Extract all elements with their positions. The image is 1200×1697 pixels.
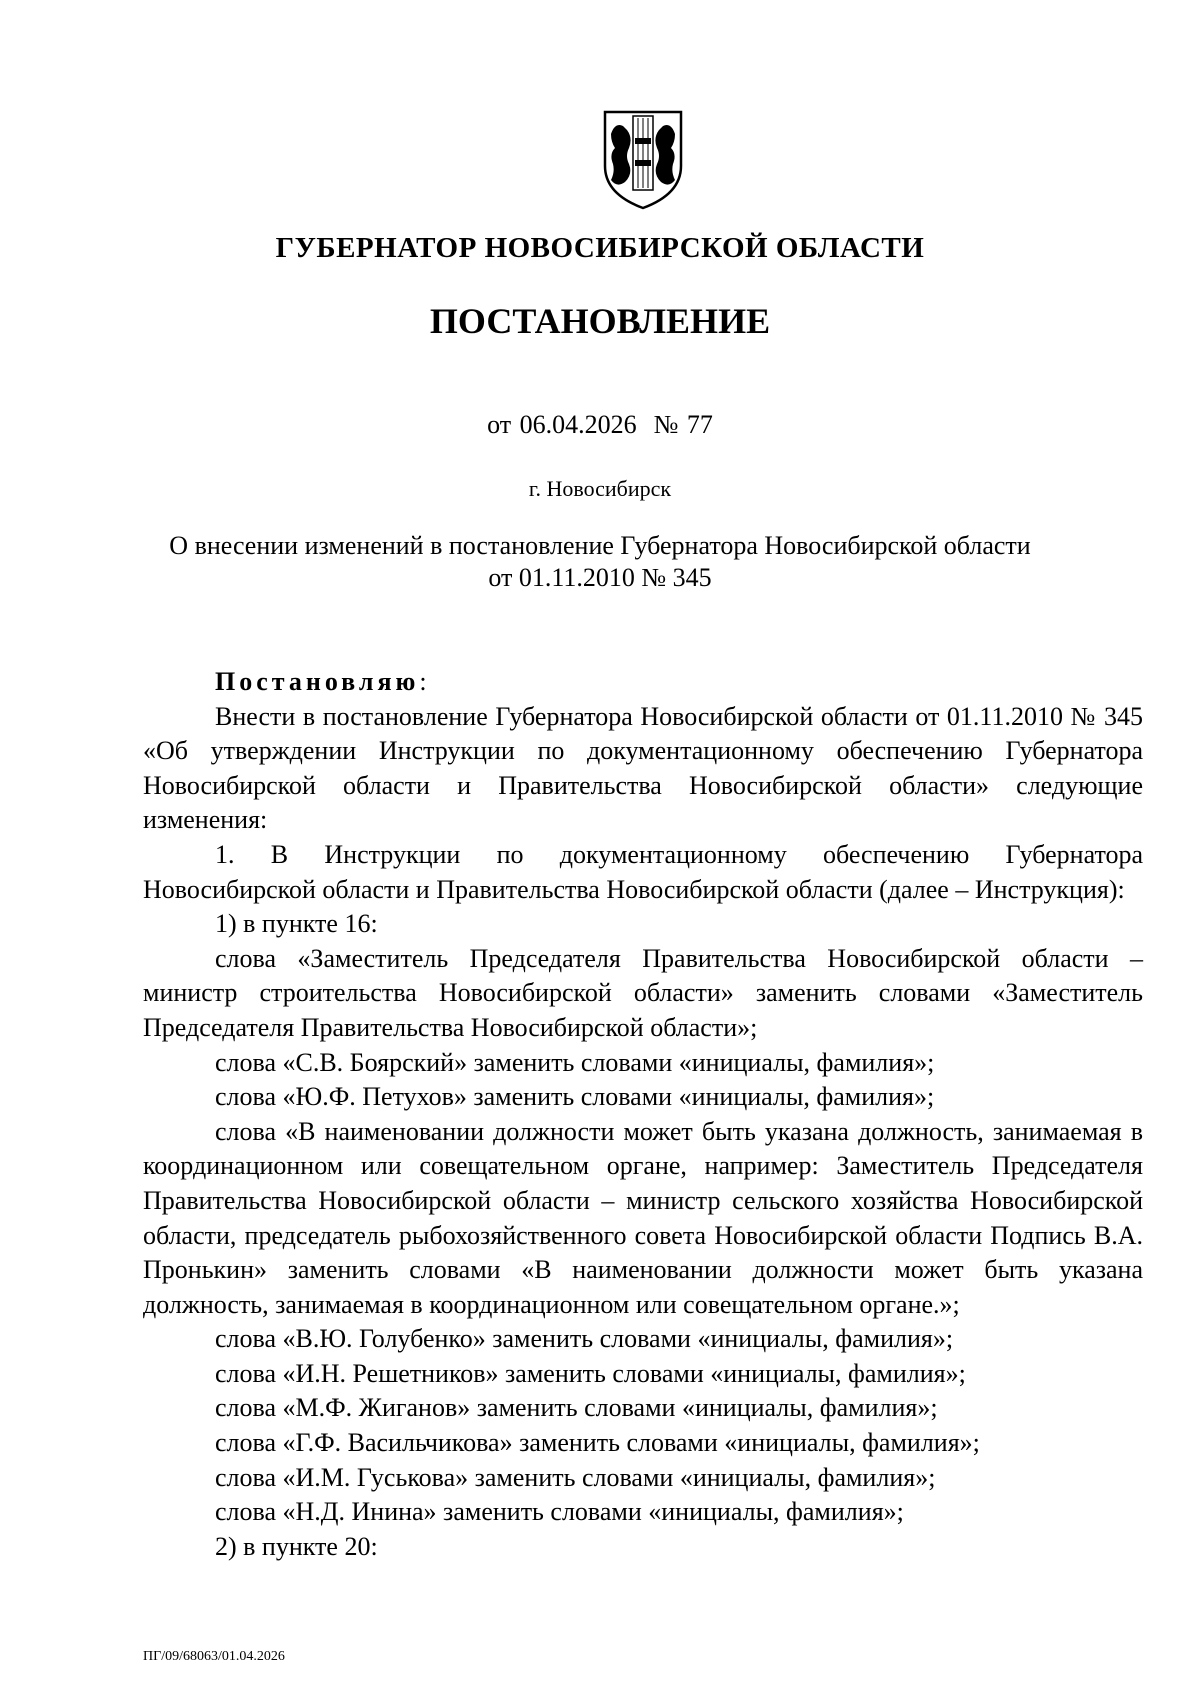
coat-of-arms-icon — [599, 108, 687, 212]
date-and-number: от 06.04.2026 № 77 — [487, 410, 713, 439]
paragraph-8: слова «Г.Ф. Васильчикова» заменить словами «инициалы, фамилия»; — [215, 1428, 980, 1458]
paragraph-1: слова «Заместитель Председателя Правительства Новосибирской области – министр строительства Новосибирской области» заменить словами «Заместитель Председателя Правительства Новосибирской области»; — [143, 943, 1143, 1042]
intro-paragraph: Внести в постановление Губернатора Новосибирской области от 01.11.2010 № 345 «Об утверждении Инструкции по документационному обеспечению Губернатора Новосибирской области и Правительства Новосибирской области» следующие изменения: — [143, 701, 1143, 835]
document-type: ПОСТАНОВЛЕНИЕ — [429, 301, 771, 341]
paragraph-4: слова «В наименовании должности может быть указана должность, занимаемая в координационном или совещательном органе, например: Заместитель Председателя Правительства Новосибирской области – министр сельского хозяйства Новосибирской области, председатель рыбохозяйственного совета Новосибирской области Подпись В.А. Пронькин» заменить словами «В наименовании должности может быть указана должность, занимаемая в координационном или совещательном органе.»; — [143, 1116, 1143, 1319]
document-subject — [0, 530, 1200, 594]
paragraph-3: слова «Ю.Ф. Петухов» заменить словами «инициалы, фамилия»; — [215, 1082, 935, 1112]
decree-word: Постановляю — [215, 667, 420, 696]
paragraph-6: слова «И.Н. Решетников» заменить словами «инициалы, фамилия»; — [215, 1358, 966, 1388]
subject-line-1: О внесении изменений в постановление Губернатора Новосибирской области — [169, 531, 1031, 560]
decree-colon: : — [419, 667, 427, 696]
document-body — [143, 665, 1143, 1564]
item-1: 1. В Инструкции по документационному обеспечению Губернатора Новосибирской области и Правительства Новосибирской области (далее – Инструкция): — [143, 839, 1143, 904]
city: г. Новосибирск — [528, 476, 672, 501]
paragraph-5: слова «В.Ю. Голубенко» заменить словами «инициалы, фамилия»; — [215, 1324, 954, 1354]
subject-line-2: от 01.11.2010 № 345 — [488, 563, 712, 592]
issuing-authority: ГУБЕРНАТОР НОВОСИБИРСКОЙ ОБЛАСТИ — [275, 232, 925, 264]
subitem-1: 1) в пункте 16: — [215, 909, 378, 939]
paragraph-7: слова «М.Ф. Жиганов» заменить словами «инициалы, фамилия»; — [215, 1393, 938, 1423]
decree-heading — [143, 665, 1143, 700]
document-code: ПГ/09/68063/01.04.2026 — [143, 1649, 285, 1664]
paragraph-2: слова «С.В. Боярский» заменить словами «инициалы, фамилия»; — [215, 1047, 935, 1077]
paragraph-9: слова «И.М. Гуськова» заменить словами «инициалы, фамилия»; — [215, 1462, 936, 1492]
paragraph-10: слова «Н.Д. Инина» заменить словами «инициалы, фамилия»; — [215, 1497, 904, 1527]
subitem-2: 2) в пункте 20: — [215, 1531, 378, 1561]
